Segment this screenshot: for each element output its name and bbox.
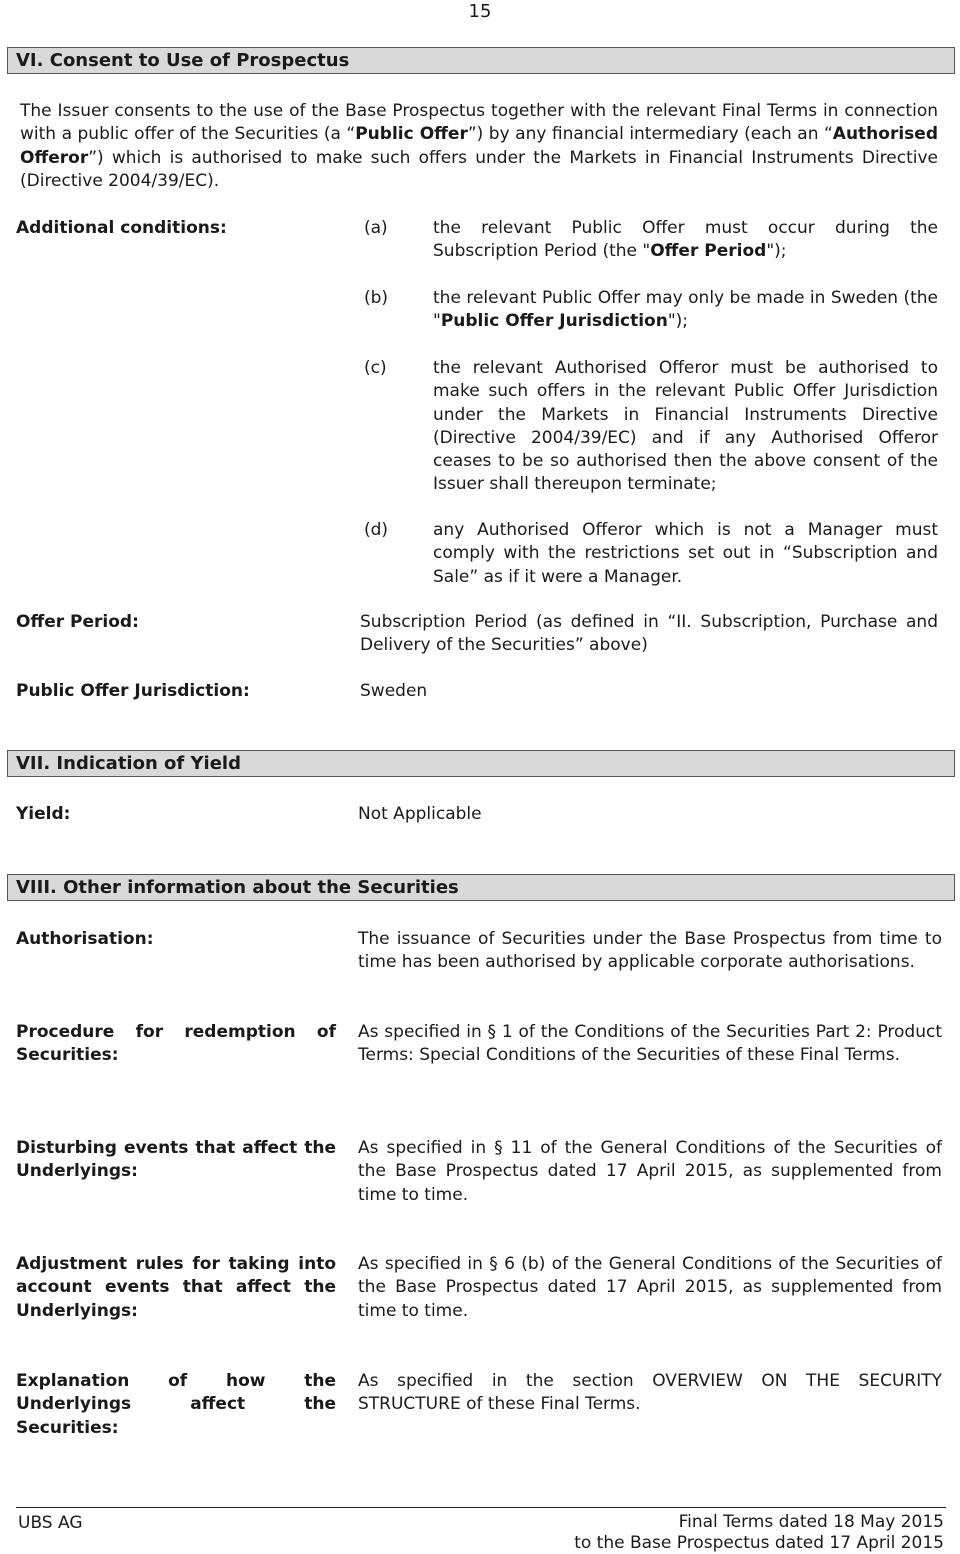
authorisation-value: The issuance of Securities under the Base Prospectus from time to time has been authorised by applicable corporate authorisations. — [358, 929, 942, 973]
condition-marker-d: (d) — [364, 520, 389, 540]
condition-marker-a: (a) — [364, 218, 388, 238]
redemption-procedure-value: As specified in § 1 of the Conditions of the Securities Part 2: Product Terms: Special Conditions of the Securities of these Final Terms. — [358, 1022, 942, 1066]
footer-dates — [574, 1512, 944, 1554]
additional-conditions-label: Additional conditions: — [16, 218, 227, 238]
yield-label: Yield: — [16, 804, 71, 824]
consent-intro-paragraph: The Issuer consents to the use of the Base Prospectus together with the relevant Final Terms in connection with a public offer of the Securities (a “Public Offer”) by any financial intermediary (each an “Authorised Offeror”) which is authorised to make such offers under the Markets in Financial Instruments Directive (Directive 2004/39/EC). — [20, 101, 938, 191]
footer-rule — [16, 1507, 946, 1508]
authorised-offeror-term: Authorised Offeror — [20, 124, 938, 168]
offer-period-label: Offer Period: — [16, 612, 139, 632]
redemption-procedure-label: Procedure for redemption of Securities: — [16, 1022, 336, 1066]
footer-base-prospectus-date: to the Base Prospectus dated 17 April 2015 — [574, 1533, 944, 1553]
footer-final-terms-date: Final Terms dated 18 May 2015 — [678, 1512, 944, 1532]
section-heading-yield: VII. Indication of Yield — [7, 750, 955, 777]
underlyings-explanation-value: As specified in the section OVERVIEW ON THE SECURITY STRUCTURE of these Final Terms. — [358, 1371, 942, 1415]
yield-value: Not Applicable — [358, 804, 482, 824]
offer-period-value: Subscription Period (as defined in “II. Subscription, Purchase and Delivery of the Securities” above) — [360, 612, 938, 656]
public-offer-term: Public Offer — [355, 124, 468, 145]
jurisdiction-value: Sweden — [360, 681, 428, 701]
condition-marker-c: (c) — [364, 358, 387, 378]
disturbing-events-label: Disturbing events that affect the Underlyings: — [16, 1138, 336, 1182]
authorisation-label: Authorisation: — [16, 929, 154, 949]
condition-text-d: any Authorised Offeror which is not a Manager must comply with the restrictions set out in “Subscription and Sale” as if it were a Manager. — [433, 520, 938, 587]
jurisdiction-label: Public Offer Jurisdiction: — [16, 681, 250, 701]
section-heading-consent: VI. Consent to Use of Prospectus — [7, 47, 955, 74]
page-number: 15 — [468, 1, 492, 22]
adjustment-rules-label: Adjustment rules for taking into account events that affect the Underlyings: — [16, 1254, 336, 1321]
condition-text-a: the relevant Public Offer must occur during the Subscription Period (the "Offer Period"); — [433, 218, 938, 262]
underlyings-explanation-label: Explanation of how the Underlyings affect the Securities: — [16, 1371, 336, 1438]
condition-text-c: the relevant Authorised Offeror must be authorised to make such offers in the relevant Public Offer Jurisdiction under the Markets in Financial Instruments Directive (Directive 2004/39/EC) and if any Authorised Offeror ceases to be so authorised then the above consent of the Issuer shall thereupon terminate; — [433, 358, 938, 495]
condition-marker-b: (b) — [364, 288, 389, 308]
disturbing-events-value: As specified in § 11 of the General Conditions of the Securities of the Base Prospectus dated 17 April 2015, as supplemented from time to time. — [358, 1138, 942, 1205]
section-heading-other-info: VIII. Other information about the Securities — [7, 874, 955, 901]
condition-text-b: the relevant Public Offer may only be made in Sweden (the "Public Offer Jurisdiction"); — [433, 288, 938, 332]
adjustment-rules-value: As specified in § 6 (b) of the General Conditions of the Securities of the Base Prospectus dated 17 April 2015, as supplemented from time to time. — [358, 1254, 942, 1321]
footer-issuer: UBS AG — [18, 1513, 83, 1533]
